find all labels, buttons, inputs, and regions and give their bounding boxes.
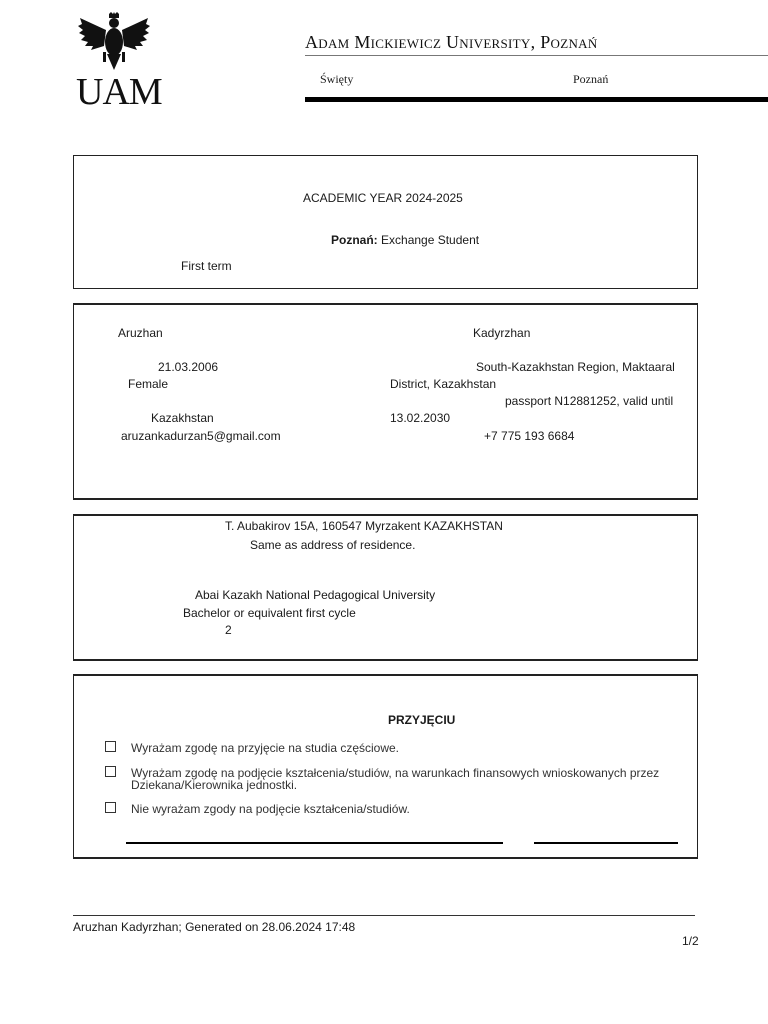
header-divider-thin	[305, 55, 768, 56]
gender: Female	[128, 377, 169, 391]
header-subtitle-left: Święty	[320, 72, 354, 86]
document-line1: passport N12881252, valid until	[505, 394, 674, 408]
signature-line-right	[534, 842, 678, 844]
citizenship: Kazakhstan	[151, 411, 214, 425]
study-level: Bachelor or equivalent first cycle	[183, 606, 356, 620]
year-of-study: 2	[225, 623, 232, 637]
header-subtitle-right: Poznań	[573, 72, 609, 86]
academic-year: ACADEMIC YEAR 2024-2025	[303, 191, 463, 205]
option-label-2-cont: Dziekana/Kierownika jednostki.	[131, 778, 298, 792]
decision-heading: PRZYJĘCIU	[388, 713, 456, 727]
first-name: Aruzhan	[118, 326, 163, 340]
email: aruzankadurzan5@gmail.com	[121, 429, 281, 443]
document-line2: 13.02.2030	[390, 411, 451, 425]
program-section	[73, 155, 698, 289]
phone: +7 775 193 6684	[484, 429, 575, 443]
correspondence-address: Same as address of residence.	[250, 538, 416, 552]
program-line	[331, 233, 479, 247]
university-logo	[76, 12, 162, 113]
option-checkbox-1[interactable]	[105, 741, 116, 752]
option-label-1: Wyrażam zgodę na przyjęcie na studia częściowe.	[131, 741, 400, 755]
last-name: Kadyrzhan	[473, 326, 531, 340]
option-checkbox-3[interactable]	[105, 802, 116, 813]
city-label: Poznań:	[331, 233, 378, 247]
birth-date: 21.03.2006	[158, 360, 219, 374]
signature-line-left	[126, 842, 503, 844]
footer-generated: Aruzhan Kadyrzhan; Generated on 28.06.2024 17:48	[73, 920, 356, 934]
home-university: Abai Kazakh National Pedagogical University	[195, 588, 436, 602]
option-label-3: Nie wyrażam zgody na podjęcie kształcenia/studiów.	[131, 802, 410, 816]
university-name: Adam Mickiewicz University, Poznań	[305, 32, 598, 52]
header-divider-thick	[305, 97, 768, 102]
logo-text: UAM	[76, 71, 162, 113]
student-status: Exchange Student	[381, 233, 480, 247]
page-number: 1/2	[682, 934, 699, 948]
footer-divider	[73, 915, 695, 916]
eagle-emblem-icon	[76, 12, 152, 74]
option-checkbox-2[interactable]	[105, 766, 116, 777]
birth-place-line1: South-Kazakhstan Region, Maktaaral	[476, 360, 675, 374]
birth-place-line2: District, Kazakhstan	[390, 377, 497, 391]
option-label-2: Wyrażam zgodę na podjęcie kształcenia/studiów, na warunkach finansowych wnioskowanych przez	[131, 766, 660, 780]
residence-address: T. Aubakirov 15A, 160547 Myrzakent KAZAKHSTAN	[225, 519, 503, 533]
term: First term	[181, 259, 232, 273]
